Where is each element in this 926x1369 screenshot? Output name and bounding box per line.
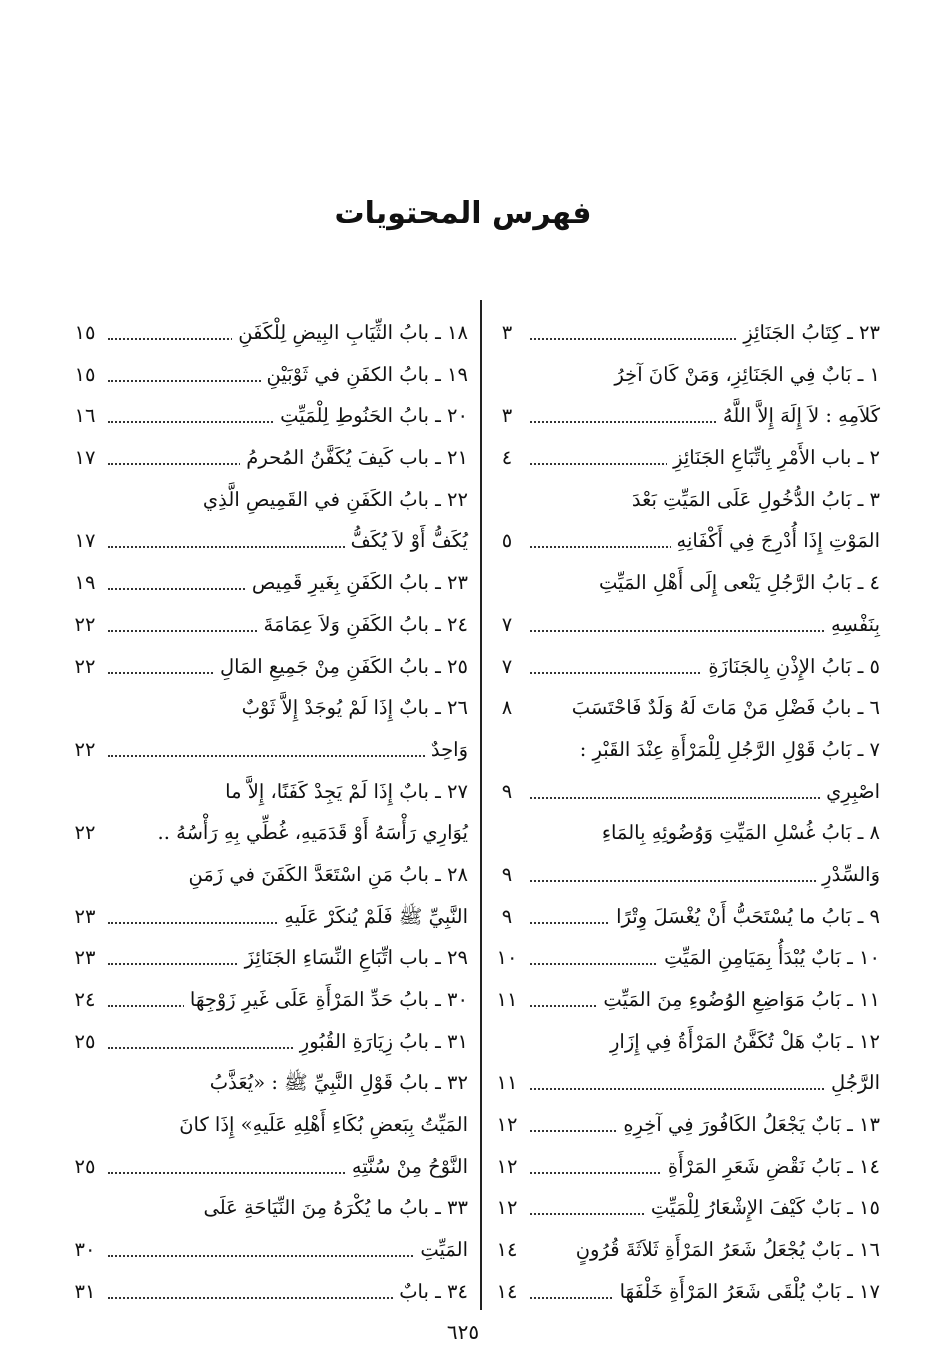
toc-entry-page: ١٧ xyxy=(68,520,102,562)
toc-entry xyxy=(490,1271,880,1313)
toc-entry-page: ٢٥ xyxy=(68,1021,102,1063)
toc-entry-title: ١٧ ـ بَابٌ يُلْقَى شَعَرُ المَرْأَةِ خَلْفَهَا xyxy=(614,1280,880,1303)
toc-entry-page: ١٤ xyxy=(490,1229,524,1271)
toc-entry-page: ١٠ xyxy=(490,937,524,979)
toc-entry-title: ٣١ ـ بابُ زِيَارَةِ القُبُورِ xyxy=(294,1030,468,1053)
toc-left-column xyxy=(68,312,468,1313)
toc-entry-title: ١٩ ـ بابُ الكفَنِ في ثَوْبَيْنِ xyxy=(261,363,468,386)
toc-entry-page: ٤ xyxy=(490,437,524,479)
toc-entry-page: ٢٢ xyxy=(68,604,102,646)
toc-entry-page: ١٤ xyxy=(490,1271,524,1313)
toc-entry-title: ٧ ـ بَابُ قَوْلِ الرَّجُلِ لِلْمَرْأَةِ عِنْدَ القَبْرِ : xyxy=(574,738,880,761)
toc-entry-title: ٢٨ ـ بابُ مَنِ اسْتَعَدَّ الكَفَنَ في زَمَنِ xyxy=(183,863,468,886)
toc-entry-title: ١٠ ـ بَابٌ يُبْدَأُ بِمَيَامِنِ المَيِّتِ xyxy=(658,946,880,969)
toc-entry xyxy=(68,1062,468,1104)
toc-entry xyxy=(68,312,468,354)
toc-entry-title: بِنَفْسِهِ xyxy=(825,613,880,636)
toc-entry xyxy=(68,812,468,854)
toc-entry xyxy=(490,437,880,479)
toc-entry-title: ٣ ـ بَابُ الدُّخُولِ عَلَى المَيِّتِ بَعْدَ xyxy=(626,488,880,511)
toc-entry-page: ٩ xyxy=(490,896,524,938)
toc-entry-page: ١١ xyxy=(490,1062,524,1104)
toc-entry-title: ٢٣ ـ كِتَابُ الجَنَائِزِ xyxy=(737,321,880,344)
toc-entry xyxy=(68,854,468,896)
toc-entry-title: ٦ ـ بابُ فَضْلِ مَنْ مَاتَ لَهُ وَلَدٌ فَاحْتَسَبَ xyxy=(566,696,880,719)
toc-entry-title: ٢٦ ـ بابٌ إِذَا لَمْ يُوجَدْ إِلاَّ ثَوْبٌ xyxy=(236,696,468,719)
toc-entry-title: الرَّجُلِ xyxy=(825,1071,880,1094)
toc-entry-title: اصْبِرِي xyxy=(820,780,880,803)
toc-entry-title: ٣٤ ـ بابٌ xyxy=(393,1280,468,1303)
toc-entry-page: ٧ xyxy=(490,646,524,688)
toc-entry xyxy=(490,312,880,354)
toc-entry-title: ٣٣ ـ بابُ ما يُكْرَهُ مِنَ النِّيَاحَةِ عَلَى xyxy=(197,1196,468,1219)
toc-entry-page: ٢٢ xyxy=(68,812,102,854)
toc-entry-title: ٢٥ ـ بابُ الكَفَنِ مِنْ جَمِيعِ المَالِ xyxy=(214,655,468,678)
toc-entry-page: ٧ xyxy=(490,604,524,646)
toc-entry xyxy=(68,395,468,437)
toc-entry xyxy=(490,1146,880,1188)
toc-entry xyxy=(490,354,880,396)
toc-entry xyxy=(68,604,468,646)
toc-entry-title: يُوَارِي رَأْسَهُ أَوْ قَدَمَيهِ، غُطِّي بِهِ رَأْسُهُ .. xyxy=(152,821,468,844)
toc-entry-title: ١ ـ بَابٌ فِي الجَنَائِزِ، وَمَنْ كَانَ آخِرُ xyxy=(608,363,880,386)
toc-entry xyxy=(68,729,468,771)
toc-entry-page: ٣٠ xyxy=(68,1229,102,1271)
toc-entry xyxy=(68,520,468,562)
toc-entry xyxy=(68,646,468,688)
toc-entry-title: ٢٤ ـ بابُ الكَفَنِ وَلاَ عِمَامَةَ xyxy=(257,613,468,636)
toc-entry-page: ٢٣ xyxy=(68,896,102,938)
page-title: فهرس المحتويات xyxy=(334,196,592,231)
toc-entry xyxy=(68,1146,468,1188)
toc-entry-page: ٢٢ xyxy=(68,729,102,771)
toc-entry xyxy=(68,687,468,729)
toc-entry-title: ٢١ ـ باب كَيفَ يُكَفَّنُ المُحرمُ xyxy=(240,446,468,469)
toc-entry xyxy=(490,520,880,562)
toc-entry-page: ١٥ xyxy=(68,354,102,396)
toc-entry-title: ١٨ ـ بابُ الثِّيَابِ البِيضِ لِلْكَفَنِ xyxy=(232,321,468,344)
toc-entry-title: ٣٠ ـ بابُ حَدِّ المَرْأَةِ عَلَى غَيرِ زَوْجِهَا xyxy=(184,988,468,1011)
toc-entry xyxy=(490,1229,880,1271)
toc-entry-title: ٢ ـ باب الأَمْرِ بِاتِّبَاعِ الجَنَائِزِ xyxy=(667,446,880,469)
toc-entry-page: ٣ xyxy=(490,312,524,354)
toc-entry-page: ٨ xyxy=(490,687,524,729)
toc-entry-page: ١٥ xyxy=(68,312,102,354)
toc-entry-title: ١١ ـ بَابُ مَوَاضِعِ الوُضُوءِ مِنَ المَيِّتِ xyxy=(597,988,880,1011)
toc-entry xyxy=(490,646,880,688)
leader-dots xyxy=(108,755,468,757)
toc-entry-title: وَالسِّدْرِ xyxy=(816,863,880,886)
toc-entry xyxy=(490,562,880,604)
toc-entry-page: ١٢ xyxy=(490,1104,524,1146)
toc-entry-title: كَلاَمِهِ : لاَ إِلَهَ إِلاَّ اللَّهُ xyxy=(717,404,880,427)
toc-entry-title: ١٣ ـ بَابٌ يَجْعَلُ الكَافُورَ فِي آخِرِهِ xyxy=(617,1113,880,1136)
toc-entry-page: ١٧ xyxy=(68,437,102,479)
toc-entry-title: النَّوْحُ مِنْ سُنَّتِهِ xyxy=(346,1155,468,1178)
toc-entry-page: ١٦ xyxy=(68,395,102,437)
toc-entry xyxy=(490,937,880,979)
toc-entry xyxy=(68,937,468,979)
toc-entry xyxy=(68,1187,468,1229)
toc-entry xyxy=(490,479,880,521)
toc-entry-title: ٢٩ ـ باب اتِّبَاعِ النِّسَاءِ الجَنَائِزَ xyxy=(239,946,468,969)
toc-entry xyxy=(490,687,880,729)
toc-entry-title: المَيِّتِ xyxy=(414,1238,468,1261)
toc-entry xyxy=(490,1021,880,1063)
toc-entry-title: المَوْتِ إِذَا أُدْرِجَ فِي أَكْفَانِهِ xyxy=(671,529,880,552)
toc-entry-title: ٩ ـ بَابُ ما يُسْتَحَبُّ أَنْ يُغْسَلَ وِتْرًا xyxy=(610,905,880,928)
toc-right-column xyxy=(490,312,880,1313)
toc-entry-title: يُكَفُّ أَوْ لاَ يُكَفُّ xyxy=(345,529,468,552)
toc-entry xyxy=(68,979,468,1021)
toc-entry-page: ٢٥ xyxy=(68,1146,102,1188)
toc-entry-page: ٢٣ xyxy=(68,937,102,979)
toc-entry-title: وَاحِدٌ xyxy=(425,738,468,761)
toc-entry xyxy=(490,1187,880,1229)
toc-entry-title: ٣٢ ـ بابُ قَوْلِ النَّبِيِّ ﷺ : «يُعَذَّبُ xyxy=(204,1071,468,1094)
toc-entry xyxy=(490,1104,880,1146)
toc-entry-page: ٩ xyxy=(490,854,524,896)
toc-entry-page: ٥ xyxy=(490,520,524,562)
toc-entry-page: ٩ xyxy=(490,771,524,813)
toc-entry-page: ٣١ xyxy=(68,1271,102,1313)
toc-entry xyxy=(68,479,468,521)
toc-entry xyxy=(490,896,880,938)
toc-entry-page: ١٢ xyxy=(490,1146,524,1188)
toc-entry xyxy=(68,771,468,813)
page-number: ٦٢٥ xyxy=(446,1320,480,1344)
toc-entry xyxy=(490,604,880,646)
toc-entry-title: ١٤ ـ بَابُ نَقْضِ شَعَرِ المَرْأَةِ xyxy=(662,1155,880,1178)
toc-entry xyxy=(68,1021,468,1063)
toc-entry xyxy=(490,1062,880,1104)
toc-entry-title: المَيِّتُ بِبَعضِ بُكَاءِ أَهْلِهِ عَلَيهِ» إِذَا كانَ xyxy=(173,1113,468,1136)
toc-entry xyxy=(68,437,468,479)
toc-entry xyxy=(490,771,880,813)
toc-entry xyxy=(68,1104,468,1146)
toc-entry xyxy=(68,1229,468,1271)
toc-entry-title: ١٥ ـ بَابٌ كَيْفَ الإِشْعَارُ لِلْمَيِّتِ xyxy=(645,1196,880,1219)
toc-entry-title: ١٦ ـ بَابٌ يُجْعَلُ شَعَرُ المَرْأَةِ ثَلاَثَةَ قُرُونٍ xyxy=(570,1238,880,1261)
toc-entry xyxy=(68,562,468,604)
toc-entry-page: ٢٢ xyxy=(68,646,102,688)
toc-entry-title: ٨ ـ بَابُ غُسْلِ المَيِّتِ وَوُضُوئِهِ بِالمَاءِ xyxy=(596,821,880,844)
toc-entry-page: ٢٤ xyxy=(68,979,102,1021)
toc-entry xyxy=(490,979,880,1021)
toc-entry xyxy=(490,395,880,437)
toc-entry-page: ١٩ xyxy=(68,562,102,604)
toc-entry xyxy=(490,812,880,854)
toc-entry-title: ٢٧ ـ بابٌ إِذَا لَمْ يَجِدْ كَفَنًا، إِلاَّ ما xyxy=(219,780,468,803)
toc-entry-title: ٢٢ ـ بابُ الكَفَنِ في القَمِيصِ الَّذِي xyxy=(197,488,468,511)
toc-entry-page: ٣ xyxy=(490,395,524,437)
toc-entry-title: ١٢ ـ بَابٌ هَلْ تُكَفَّنُ المَرْأَةُ فِي إِزَارِ xyxy=(604,1030,880,1053)
toc-entry-title: ٢٣ ـ بابُ الكَفَنِ بِغَيرِ قَمِيص xyxy=(246,571,468,594)
toc-entry xyxy=(68,1271,468,1313)
toc-entry-title: ٥ ـ بَابُ الإِذْنِ بِالجَنَازَةِ xyxy=(702,655,880,678)
toc-entry-title: النَّبِيِّ ﷺ فَلَمْ يُنكَرْ عَلَيهِ xyxy=(278,905,468,928)
toc-entry xyxy=(490,729,880,771)
toc-entry xyxy=(68,896,468,938)
toc-entry-title: ٤ ـ بَابُ الرَّجُلِ يَنْعى إِلَى أَهْلِ المَيِّتِ xyxy=(593,571,880,594)
toc-entry-page: ١٢ xyxy=(490,1187,524,1229)
toc-entry-title: ٢٠ ـ بابُ الحَنُوطِ لِلْمَيِّتِ xyxy=(274,404,468,427)
column-divider xyxy=(480,300,482,1310)
toc-entry xyxy=(490,854,880,896)
toc-entry xyxy=(68,354,468,396)
toc-entry-page: ١١ xyxy=(490,979,524,1021)
